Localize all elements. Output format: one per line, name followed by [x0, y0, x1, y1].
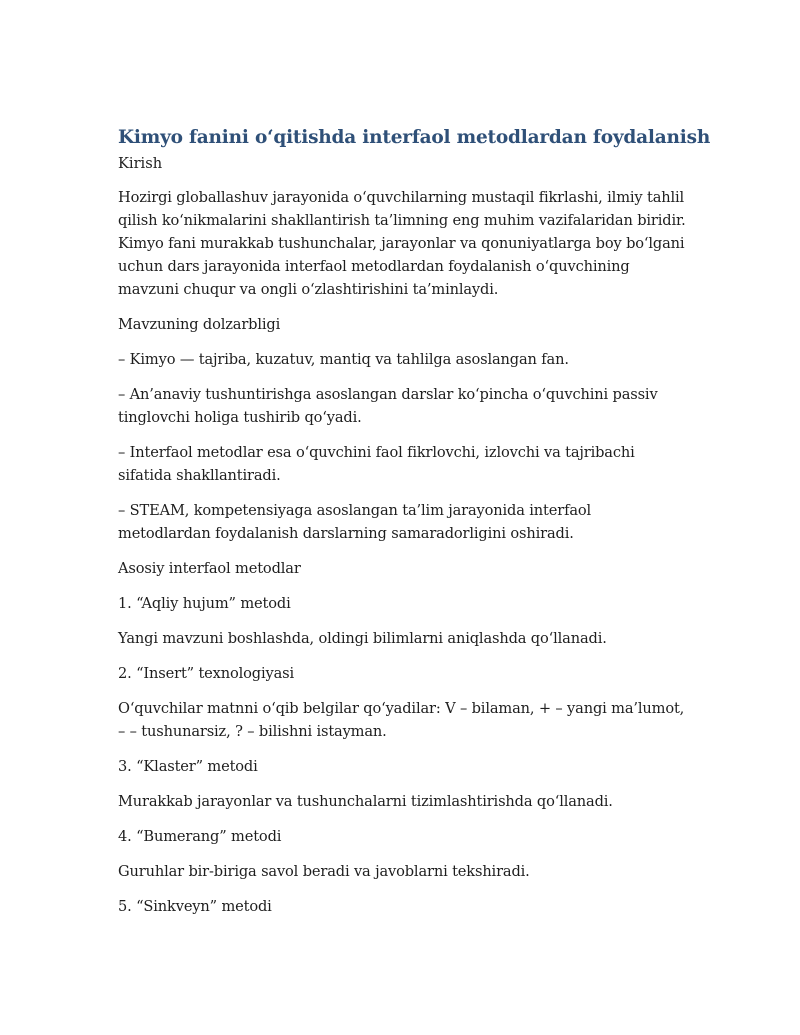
- section-heading-relevance: Mavzuning dolzarbligi: [118, 316, 281, 333]
- intro-paragraph: Hozirgi globallashuv jarayonida o‘quvchilarning mustaqil fikrlashi, ilmiy tahlil qilish ko‘nikmalarini shakllantirish ta’limning eng muhim vazifalaridan biridir. Kimyo fani murakkab tushunchalar, jarayonlar va qonuniyatlarga boy bo‘lgani uchun dars jarayonida interfaol metodlardan foydalanish o‘quvchining mavzuni chuqur va ongli o‘zlashtirishini ta’minlaydi.: [118, 189, 686, 298]
- method-heading: 1. “Aqliy hujum” metodi: [118, 595, 291, 612]
- method-heading: 3. “Klaster” metodi: [118, 758, 258, 775]
- method-description: O‘quvchilar matnni o‘qib belgilar qo‘yadilar: V – bilaman, + – yangi ma’lumot, – – tushunarsiz, ? – bilishni istayman.: [118, 700, 685, 740]
- bullet-item: – STEAM, kompetensiyaga asoslangan ta’lim jarayonida interfaol metodlardan foydalanish darslarning samaradorligini oshiradi.: [118, 502, 592, 542]
- bullet-item: – Kimyo — tajriba, kuzatuv, mantiq va tahlilga asoslangan fan.: [118, 351, 569, 368]
- section-heading-methods: Asosiy interfaol metodlar: [118, 560, 301, 577]
- document-title: Kimyo fanini o‘qitishda interfaol metodlardan foydalanish: [118, 127, 711, 148]
- method-description: Murakkab jarayonlar va tushunchalarni tizimlashtirishda qo‘llanadi.: [118, 793, 613, 810]
- method-heading: 2. “Insert” texnologiyasi: [118, 665, 294, 682]
- document-subtitle: Kirish: [118, 155, 163, 172]
- document-page: [118, 124, 711, 930]
- bullet-item: – An’anaviy tushuntirishga asoslangan darslar ko‘pincha o‘quvchini passiv tinglovchi holiga tushirib qo‘yadi.: [118, 386, 658, 426]
- method-heading: 5. “Sinkveyn” metodi: [118, 898, 272, 915]
- method-heading: 4. “Bumerang” metodi: [118, 828, 282, 845]
- method-description: Guruhlar bir-biriga savol beradi va javoblarni tekshiradi.: [118, 863, 530, 880]
- method-description: Yangi mavzuni boshlashda, oldingi bilimlarni aniqlashda qo‘llanadi.: [118, 630, 607, 647]
- bullet-item: – Interfaol metodlar esa o‘quvchini faol fikrlovchi, izlovchi va tajribachi sifatida shakllantiradi.: [118, 444, 635, 484]
